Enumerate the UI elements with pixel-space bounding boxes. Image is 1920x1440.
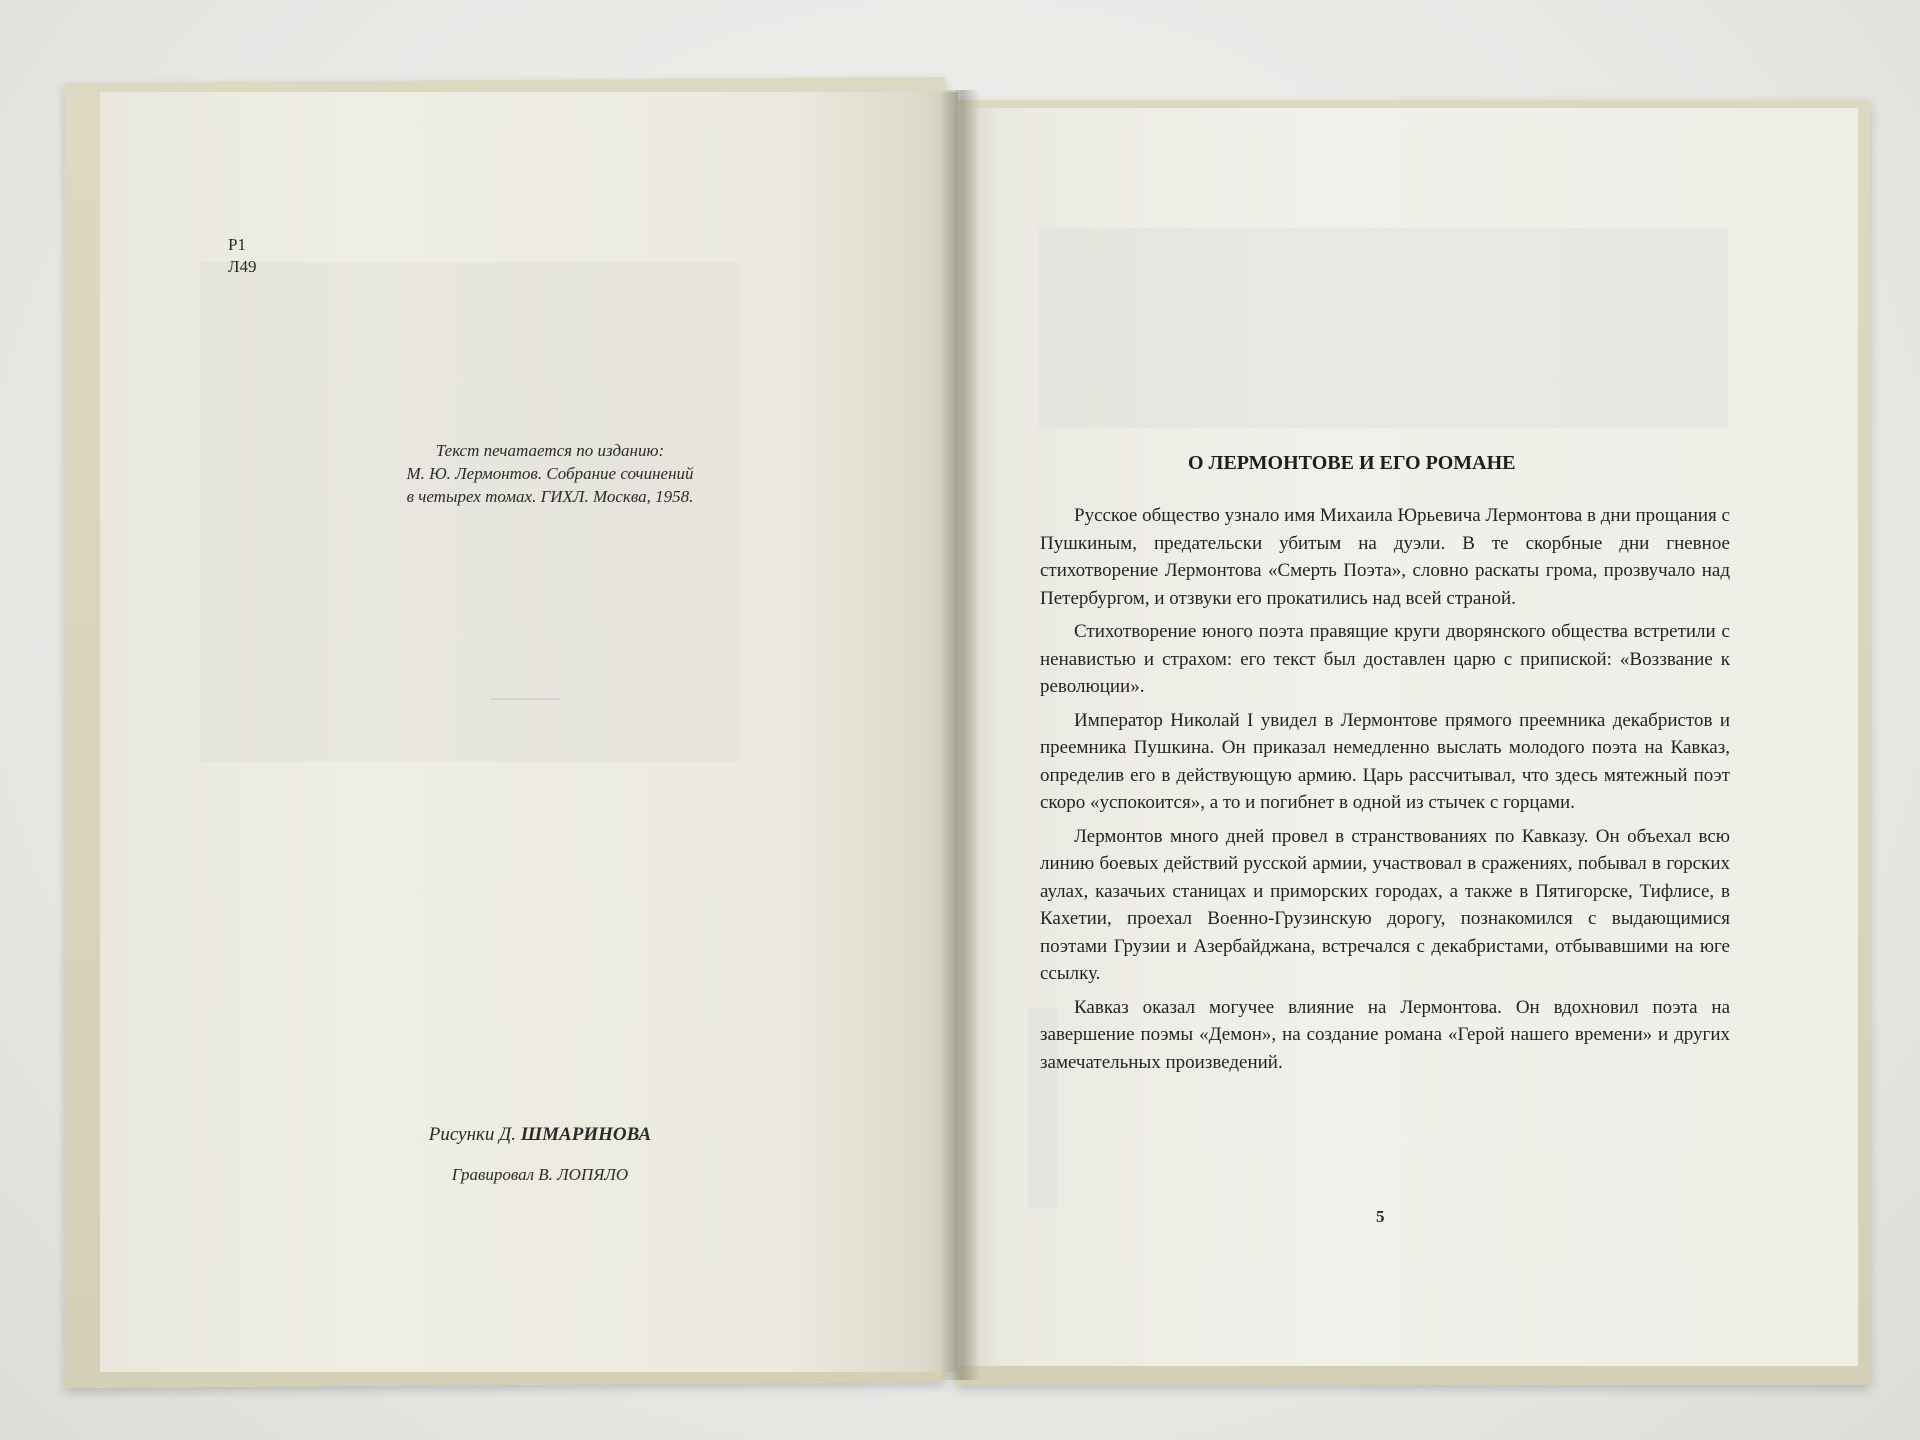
engraving-credit [350, 1165, 730, 1185]
body-text [1040, 502, 1730, 1082]
paragraph: Кавказ оказал могучее влияние на Лермонтова. Он вдохновил поэта на завершение поэмы «Демон», на создание романа «Герой нашего времени» и других замечательных произведений. [1040, 996, 1730, 1073]
catalog-code-line: Р1 [228, 235, 246, 254]
imprint-note [350, 439, 750, 508]
illustrations-credit [350, 1124, 730, 1146]
book-spine-shadow [940, 90, 980, 1380]
catalog-code-line: Л49 [228, 257, 257, 276]
paragraph: Стихотворение юного поэта правящие круги дворянского общества встретили с ненавистью и страхом: его текст был доставлен царю с припиской: «Воззвание к революции». [1040, 621, 1730, 697]
paragraph: Лермонтов много дней провел в странствованиях по Кавказу. Он объехал всю линию боевых действий русской армии, участвовал в сражениях, побывал в горских аулах, казачьих станицах и приморских городах, а также в Пятигорске, Тифлисе, в Кахетии, проехал Военно-Грузинскую дорогу, познакомился с выдающимися поэтами Грузии и Азербайджана, встречался с декабристами, отбывавшими на юге ссылку. [1040, 825, 1730, 984]
illustrations-label: Рисунки Д. [428, 1124, 517, 1145]
imprint-line: в четырех томах. ГИХЛ. Москва, 1958. [406, 487, 694, 506]
paragraph: Император Николай I увидел в Лермонтове прямого преемника декабристов и преемника Пушкина. Он приказал немедленно выслать молодого поэта на Кавказ, определив его в действующую армию. Царь рассчитывал, что здесь мятежный поэт скоро «успокоится», а то и погибнет в одной из стычек с горцами. [1040, 709, 1730, 813]
imprint-line: Текст печатается по изданию: [435, 441, 665, 460]
show-through-ornament [490, 698, 560, 700]
catalog-code [228, 234, 257, 278]
paragraph: Русское общество узнало имя Михаила Юрьевича Лермонтова в дни прощания с Пушкиным, предательски убитым на дуэли. В те скорбные дни гневное стихотворение Лермонтова «Смерть Поэта», словно раскаты грома, прозвучало над Петербургом, и отзвуки его прокатились над всей страной. [1040, 505, 1730, 609]
engraving-label: Гравировал В. [451, 1165, 553, 1184]
show-through-shadow [1038, 228, 1728, 428]
engraver-name: ЛОПЯЛО [557, 1165, 629, 1184]
show-through-shadow [200, 262, 740, 762]
illustrator-name: ШМАРИНОВА [520, 1124, 652, 1145]
imprint-line: М. Ю. Лермонтов. Собрание сочинений [406, 464, 694, 483]
chapter-heading: О ЛЕРМОНТОВЕ И ЕГО РОМАНЕ [1188, 452, 1516, 474]
left-page [100, 92, 958, 1372]
page-number: 5 [1376, 1207, 1385, 1226]
